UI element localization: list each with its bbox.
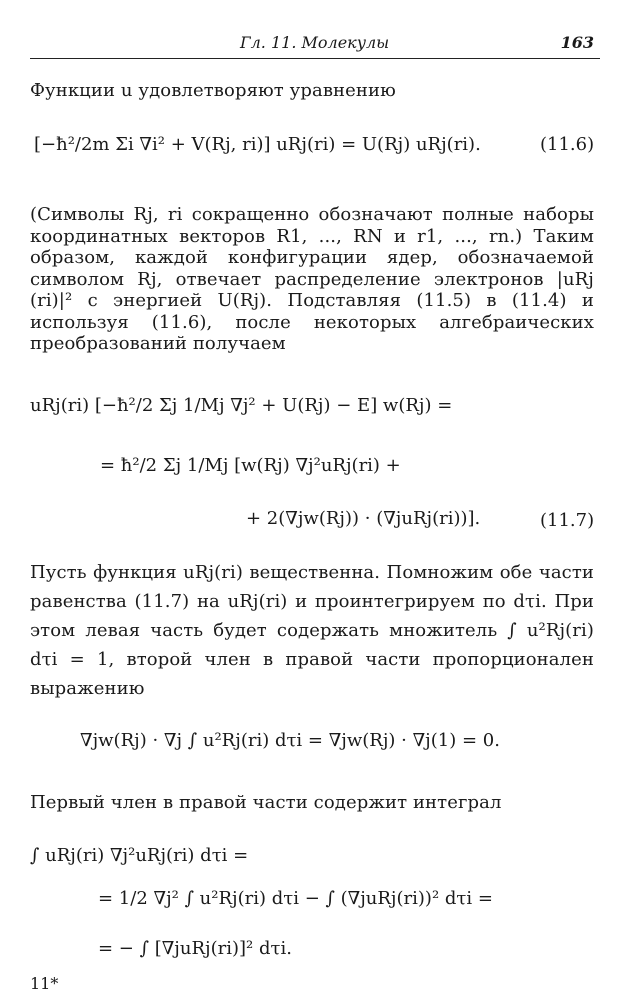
equation-11-7-line-1: uRj(ri) [−ħ²/2 Σj 1/Mj ∇j² + U(Rj) − E] w(Rj) = bbox=[30, 395, 453, 416]
equation-gradient-product: ∇jw(Rj) · ∇j ∫ u²Rj(ri) dτi = ∇jw(Rj) · ∇j(1) = 0. bbox=[80, 730, 500, 751]
equation-label-11-7: (11.7) bbox=[540, 510, 595, 531]
equation-label-11-6: (11.6) bbox=[540, 134, 595, 155]
paragraph-intro: Функции u удовлетворяют уравнению bbox=[30, 80, 396, 101]
running-header bbox=[30, 30, 600, 56]
paragraph-symbols: (Символы Rj, ri сокращенно обозначают полные наборы координатных векторов R1, ..., RN и r1, ..., rn.) Таким образом, каждой конфигурации ядер, обозначаемой символом Rj, отвечает распределение электронов |uRj (ri)|² с энергией U(Rj). Подставляя (11.5) в (11.4) и используя (11.6), после некоторых алгебраических преобразований получаем bbox=[30, 204, 594, 354]
paragraph-first-term: Первый член в правой части содержит интеграл bbox=[30, 792, 502, 813]
equation-integral-line-1: ∫ uRj(ri) ∇j²uRj(ri) dτi = bbox=[30, 845, 249, 866]
page-number: 163 bbox=[560, 33, 594, 52]
equation-integral-line-3: = − ∫ [∇juRj(ri)]² dτi. bbox=[98, 938, 292, 959]
header-rule bbox=[30, 58, 600, 59]
paragraph-real-function: Пусть функция uRj(ri) вещественна. Помножим обе части равенства (11.7) на uRj(ri) и проинтегрируем по dτi. При этом левая часть будет содержать множитель ∫ u²Rj(ri) dτi = 1, второй член в правой части пропорционален выражению bbox=[30, 562, 594, 699]
signature-mark: 11* bbox=[30, 974, 59, 993]
running-title: Гл. 11. Молекулы bbox=[240, 33, 390, 52]
equation-11-7-line-3: + 2(∇jw(Rj)) · (∇juRj(ri))]. bbox=[246, 508, 481, 529]
equation-integral-line-2: = 1/2 ∇j² ∫ u²Rj(ri) dτi − ∫ (∇juRj(ri))² dτi = bbox=[98, 888, 493, 909]
equation-11-6: [−ħ²/2m Σi ∇i² + V(Rj, ri)] uRj(ri) = U(Rj) uRj(ri). bbox=[34, 134, 481, 155]
equation-11-7-line-2: = ħ²/2 Σj 1/Mj [w(Rj) ∇j²uRj(ri) + bbox=[100, 455, 401, 476]
